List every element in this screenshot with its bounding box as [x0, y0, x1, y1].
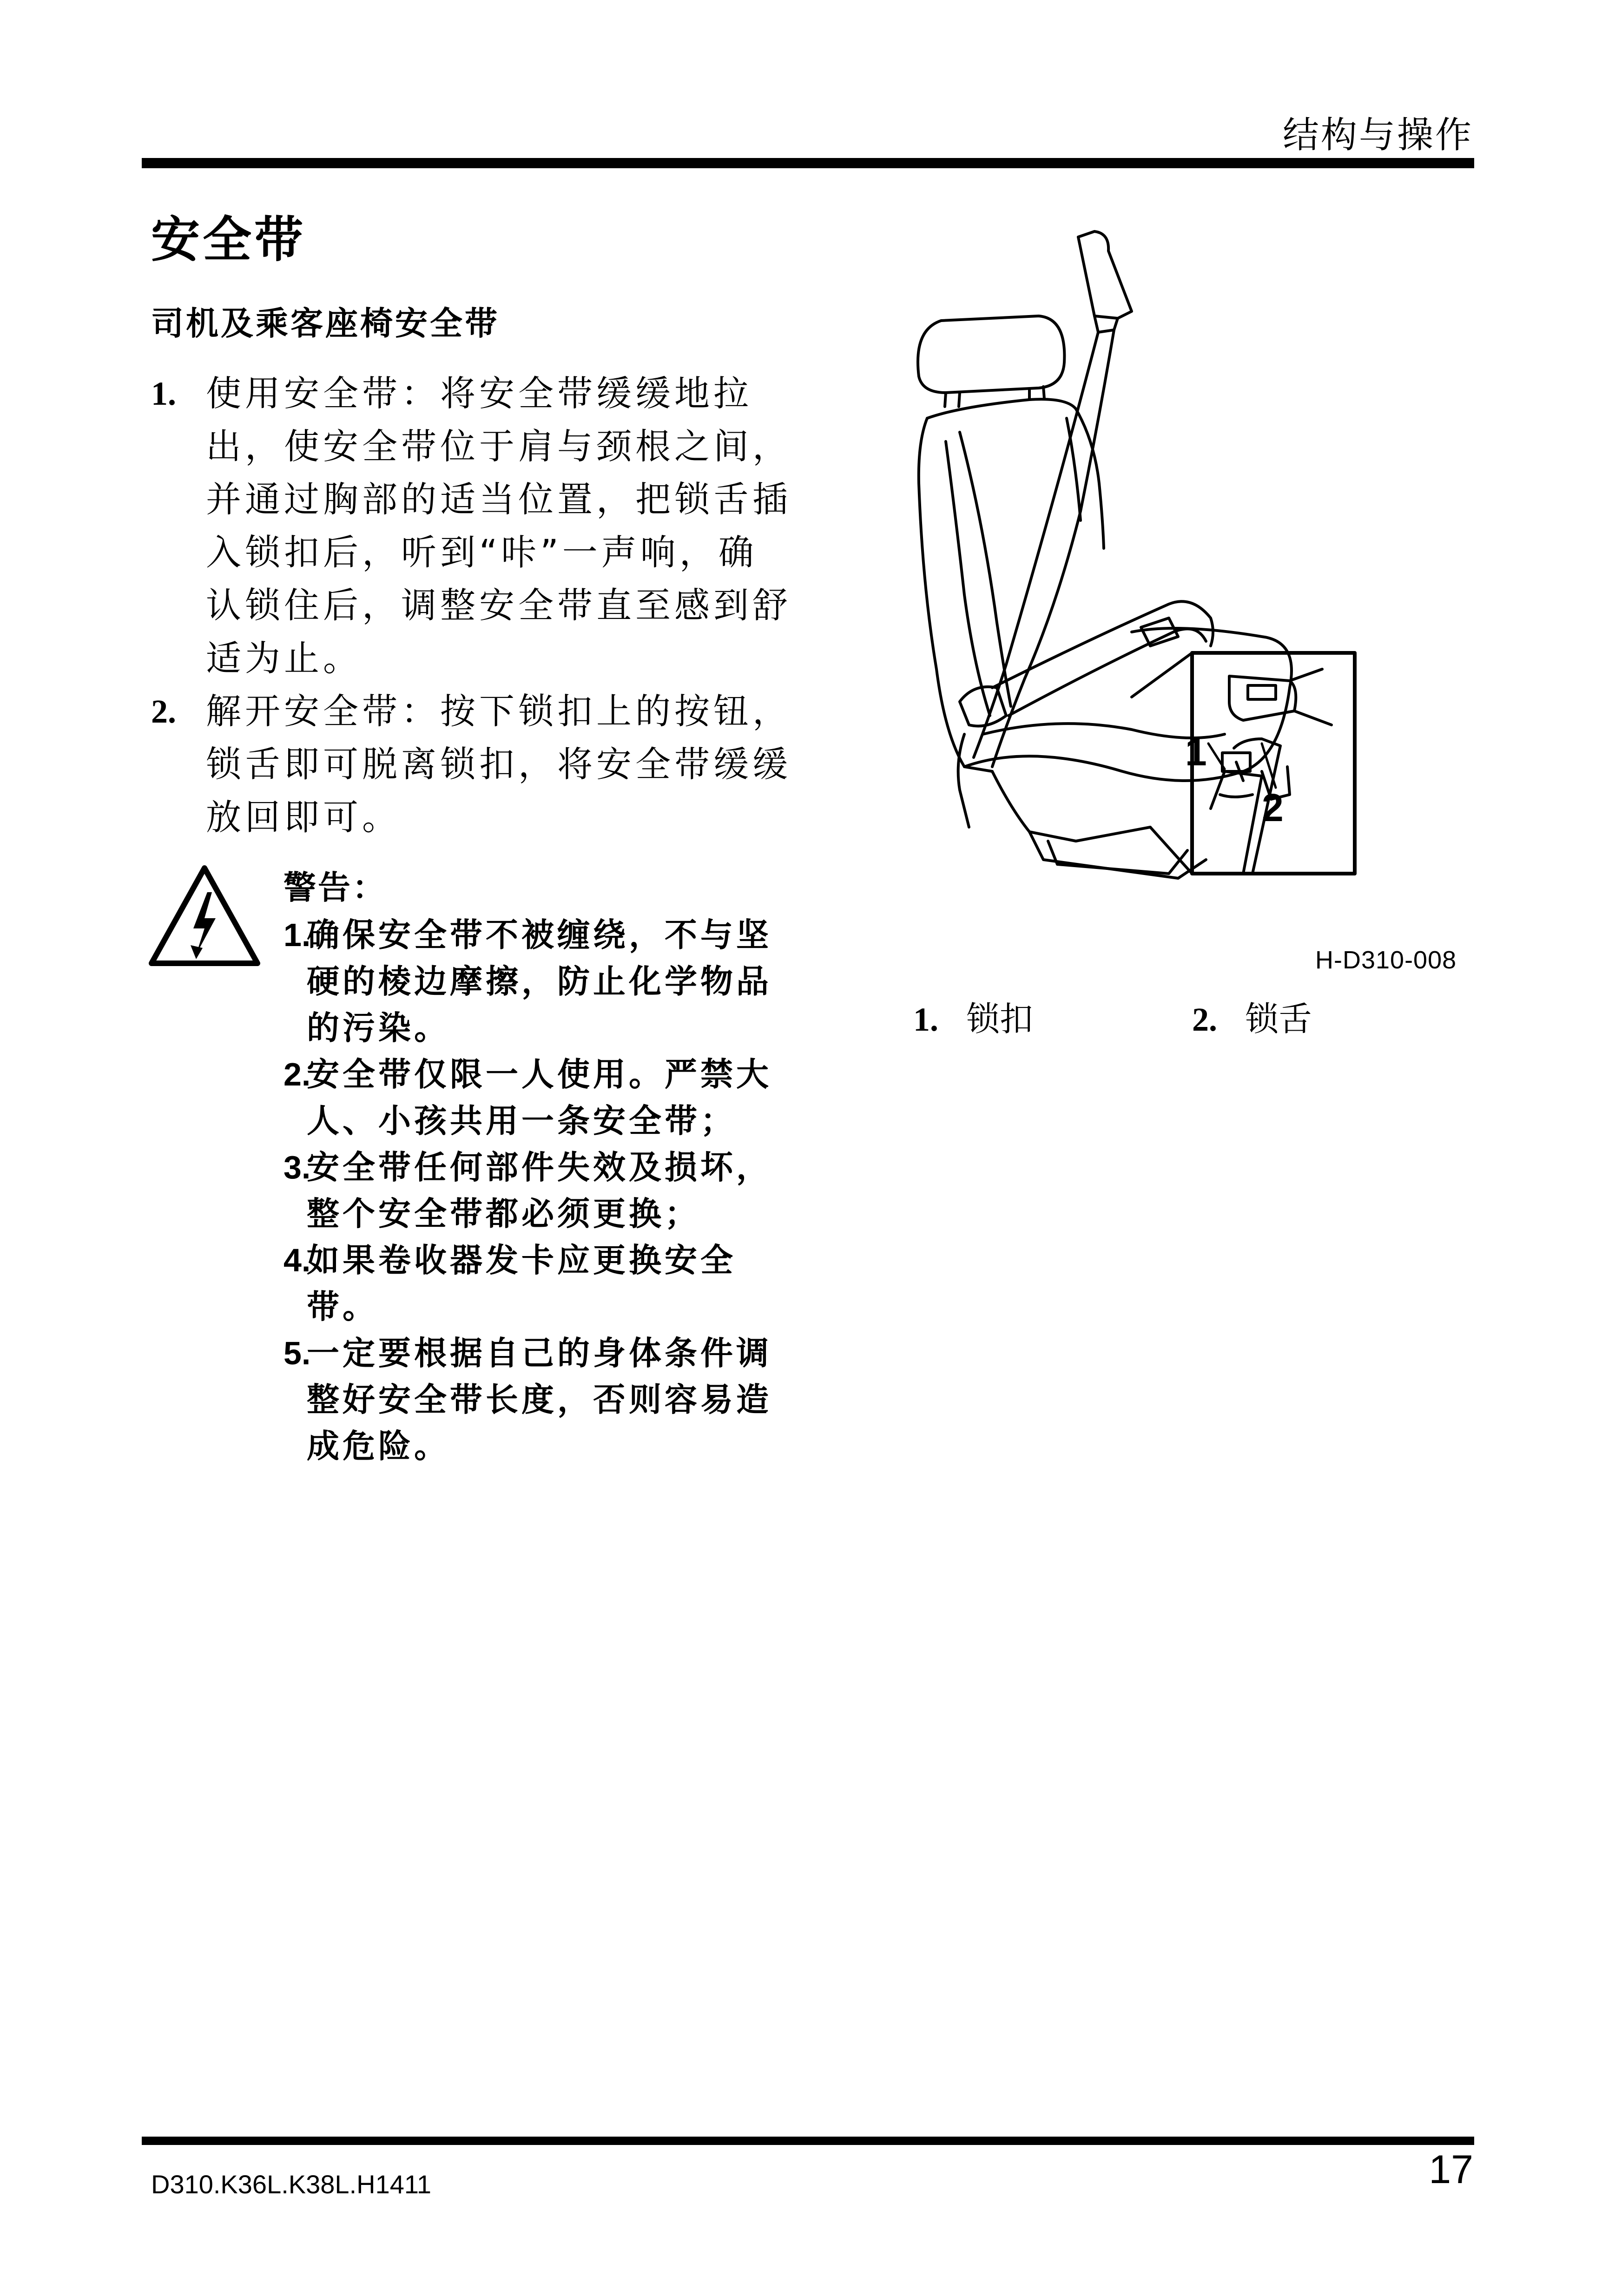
warning-item-text: 安全带任何部件失效及损坏，整个安全带都必须更换； [307, 1148, 772, 1233]
step-item [151, 367, 792, 685]
warning-item [283, 1237, 799, 1330]
warning-item-number: 1. [283, 917, 311, 953]
instruction-steps [151, 367, 792, 844]
warning-item-number: 3. [283, 1149, 311, 1185]
warning-item-text: 如果卷收器发卡应更换安全带。 [307, 1241, 736, 1326]
subsection-title: 司机及乘客座椅安全带 [151, 304, 500, 342]
warning-item [283, 912, 799, 1051]
page-number: 17 [1429, 2147, 1473, 2192]
warning-block [283, 864, 799, 1469]
step-text: 解开安全带：按下锁扣上的按钮，锁舌即可脱离锁扣，将安全带缓缓放回即可。 [206, 691, 791, 838]
step-number: 2. [151, 693, 176, 730]
seat-belt-illustration [890, 223, 1364, 953]
warning-item-text: 确保安全带不被缠绕，不与坚硬的棱边摩擦，防止化学物品的污染。 [307, 916, 772, 1047]
caption-label: 锁扣 [966, 1000, 1034, 1039]
caption-number: 1. [913, 1001, 938, 1038]
warning-item [283, 1051, 799, 1144]
step-item [151, 685, 792, 844]
warning-item-number: 4. [283, 1242, 311, 1278]
warning-item-number: 5. [283, 1335, 311, 1371]
step-text: 使用安全带：将安全带缓缓地拉出，使安全带位于肩与颈根之间，并通过胸部的适当位置，把锁舌插入锁扣后，听到“咔”一声响，确认锁住后，调整安全带直至感到舒适为止。 [206, 373, 791, 679]
page-title: 安全带 [151, 211, 306, 268]
document-code: D310.K36L.K38L.H1411 [151, 2170, 431, 2199]
header-section-title: 结构与操作 [1282, 114, 1473, 156]
warning-title: 警告： [283, 868, 387, 907]
callout-2: 2 [1262, 786, 1284, 829]
warning-item [283, 1330, 799, 1469]
callout-1: 1 [1185, 730, 1207, 774]
figure-caption [913, 992, 1033, 1040]
warning-item [283, 1144, 799, 1237]
caption-label: 锁舌 [1245, 1000, 1312, 1039]
figure-caption [1192, 992, 1312, 1040]
step-number: 1. [151, 375, 176, 412]
high-voltage-warning-icon [148, 863, 262, 968]
figure-code: H-D310-008 [1315, 946, 1457, 974]
header-rule [142, 158, 1474, 168]
footer-rule [142, 2137, 1474, 2145]
warning-item-text: 一定要根据自己的身体条件调整好安全带长度，否则容易造成危险。 [307, 1334, 772, 1465]
caption-number: 2. [1192, 1001, 1217, 1038]
warning-item-text: 安全带仅限一人使用。严禁大人、小孩共用一条安全带； [307, 1055, 772, 1140]
warning-item-number: 2. [283, 1056, 311, 1092]
